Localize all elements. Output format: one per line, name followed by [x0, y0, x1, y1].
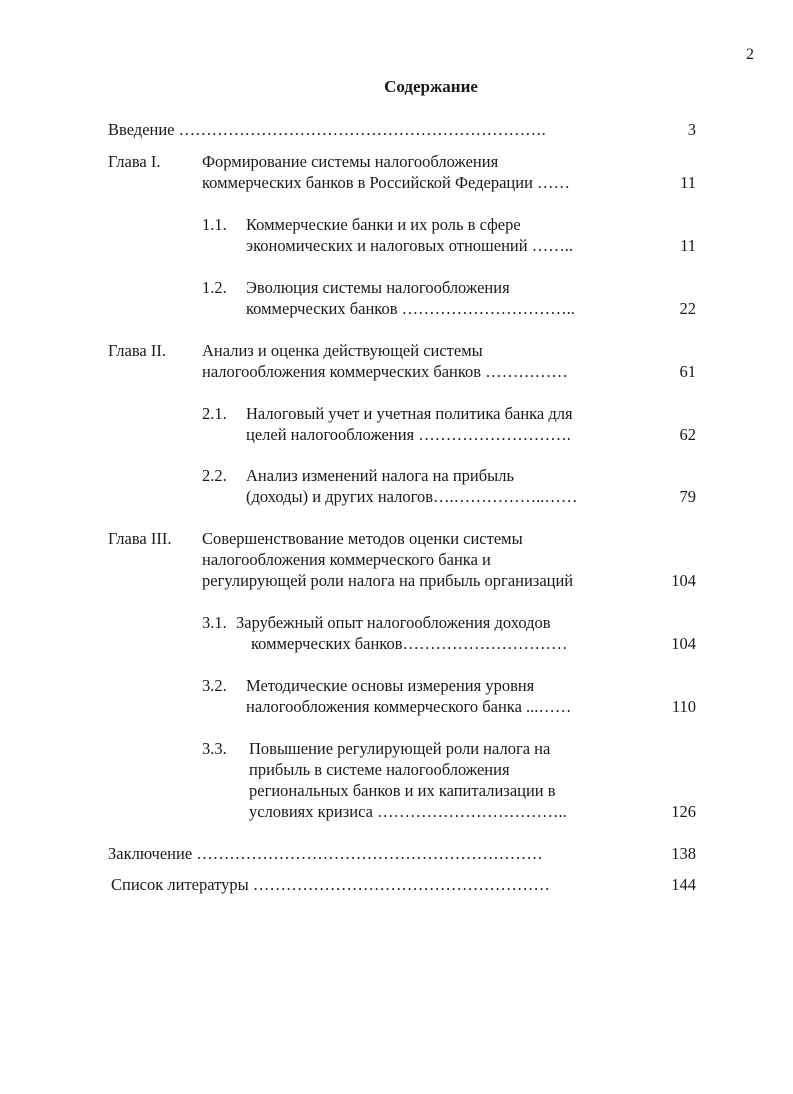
toc-section-num-3-1: 3.1. [202, 613, 227, 632]
toc-page-ch3: 104 [671, 571, 696, 590]
toc-section-num-1-1: 1.1. [202, 215, 227, 234]
toc-chapter-title-1: Формирование системы налогообложения [202, 152, 499, 171]
toc-section-num-1-2: 1.2. [202, 278, 227, 297]
toc-entry-conclusion: Заключение ……………………………………………………… [108, 844, 543, 863]
toc-page-ch1: 11 [680, 173, 696, 192]
toc-section-num-3-3: 3.3. [202, 739, 227, 758]
toc-section-title-3-3-cont2: региональных банков и их капитализации в [249, 781, 556, 800]
toc-chapter-label-1: Глава I. [108, 152, 161, 171]
toc-section-title-2-2-cont: (доходы) и других налогов….……………..…… [246, 487, 578, 506]
toc-section-title-3-3: Повышение регулирующей роли налога на [249, 739, 551, 758]
toc-section-num-2-1: 2.1. [202, 404, 227, 423]
toc-page-conclusion: 138 [671, 844, 696, 863]
toc-chapter-title-3-cont2: регулирующей роли налога на прибыль организаций [202, 571, 574, 590]
toc-chapter-title-3: Совершенствование методов оценки системы [202, 529, 523, 548]
toc-page-3-2: 110 [671, 697, 696, 716]
toc-chapter-label-2: Глава II. [108, 341, 166, 360]
toc-chapter-title-2: Анализ и оценка действующей системы [202, 341, 483, 360]
toc-section-title-3-1-cont: коммерческих банков………………………… [251, 634, 568, 653]
toc-section-title-1-2: Эволюция системы налогообложения [246, 278, 510, 297]
toc-section-num-3-2: 3.2. [202, 676, 227, 695]
toc-section-title-3-3-cont3: условиях кризиса …………………………….. [249, 802, 567, 821]
toc-entry-bibliography: Список литературы ……………………………………………… [111, 875, 550, 894]
toc-section-title-1-2-cont: коммерческих банков ………………………….. [246, 299, 575, 318]
toc-chapter-title-1-cont: коммерческих банков в Российской Федерации …… [202, 173, 571, 192]
toc-page-2-2: 79 [679, 487, 696, 506]
toc-section-title-3-2: Методические основы измерения уровня [246, 676, 535, 695]
toc-section-title-3-2-cont: налогообложения коммерческого банка ...…… [246, 697, 572, 716]
toc-page-1-1: 11 [680, 236, 696, 255]
toc-page-intro: 3 [687, 120, 696, 139]
toc-chapter-label-3: Глава III. [108, 529, 172, 548]
toc-section-title-2-2: Анализ изменений налога на прибыль [246, 466, 514, 485]
page-number: 2 [746, 46, 754, 63]
toc-section-title-2-1: Налоговый учет и учетная политика банка для [246, 404, 573, 423]
toc-section-title-3-1: Зарубежный опыт налогообложения доходов [236, 613, 551, 632]
toc-page-2-1: 62 [679, 425, 696, 444]
toc-section-title-3-3-cont: прибыль в системе налогообложения [249, 760, 510, 779]
toc-entry-intro: Введение …………………………………………………………. [108, 120, 546, 139]
toc-chapter-title-3-cont: налогообложения коммерческого банка и [202, 550, 491, 569]
toc-section-title-2-1-cont: целей налогообложения ………………………. [246, 425, 571, 444]
toc-section-num-2-2: 2.2. [202, 466, 227, 485]
toc-page-bibliography: 144 [671, 875, 696, 894]
toc-section-title-1-1: Коммерческие банки и их роль в сфере [246, 215, 521, 234]
toc-chapter-title-2-cont: налогообложения коммерческих банков …………… [202, 362, 568, 381]
page-title: Содержание [384, 77, 478, 96]
toc-section-title-1-1-cont: экономических и налоговых отношений …….. [246, 236, 573, 255]
toc-page-3-3: 126 [671, 802, 696, 821]
toc-page-3-1: 104 [671, 634, 696, 653]
toc-page-ch2: 61 [679, 362, 696, 381]
toc-page-1-2: 22 [679, 299, 696, 318]
